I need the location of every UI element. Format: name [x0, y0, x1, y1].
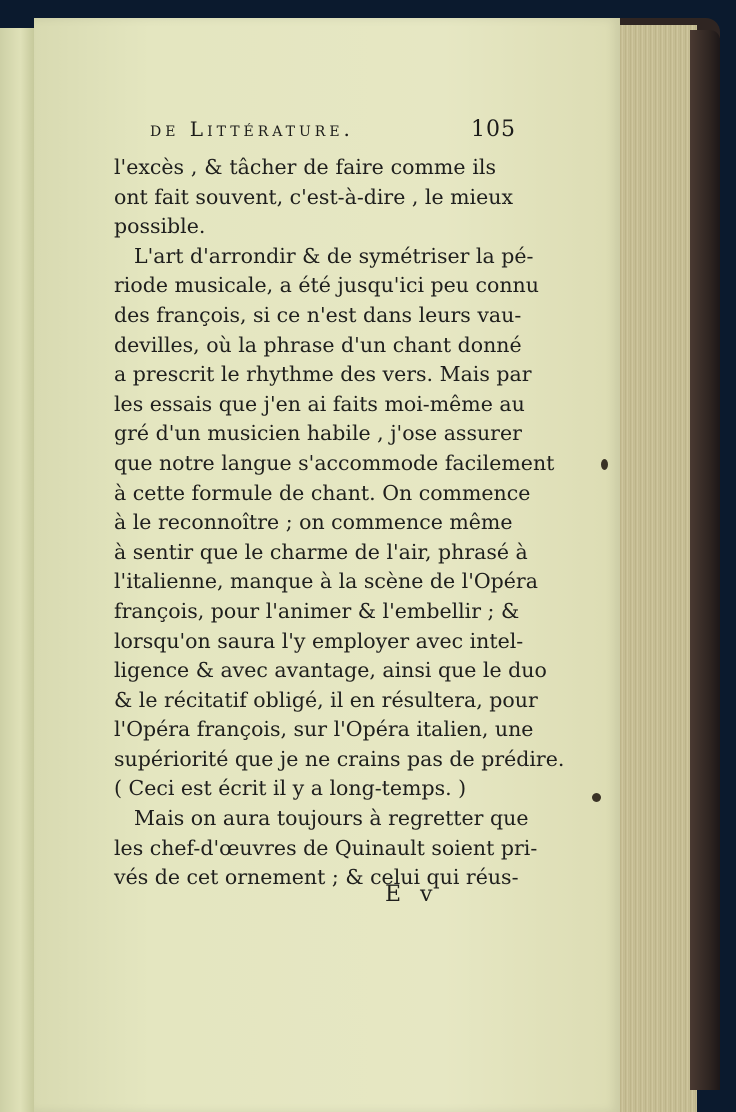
text-line: ont fait souvent, c'est-à-dire , le mieux	[114, 184, 514, 209]
text-line: à cette formule de chant. On commence	[114, 480, 531, 505]
text-line: & le récitatif obligé, il en résultera, pour	[114, 687, 538, 712]
text-line: que notre langue s'accommode facilement	[114, 450, 555, 475]
text-line: vés de cet ornement ; & celui qui réus-	[114, 865, 519, 890]
text-line: ( Ceci est écrit il y a long-temps. )	[114, 776, 467, 801]
text-line: l'excès , & tâcher de faire comme ils	[114, 155, 496, 179]
ink-speck	[592, 793, 601, 802]
text-line: riode musicale, a été jusqu'ici peu connu	[114, 273, 539, 298]
text-line: Mais on aura toujours à regretter que	[134, 806, 529, 831]
book-cover-edge	[690, 30, 720, 1090]
text-line: françois, pour l'animer & l'embellir ; &	[114, 598, 520, 623]
text-line: l'italienne, manque à la scène de l'Opéra	[114, 569, 538, 594]
text-line: à sentir que le charme de l'air, phrasé à	[114, 539, 528, 564]
running-head: de Littérature.	[150, 117, 354, 141]
text-line: ligence & avec avantage, ainsi que le duo	[114, 658, 547, 683]
body-text	[114, 153, 565, 893]
page-edges	[618, 25, 697, 1112]
text-line: l'Opéra françois, sur l'Opéra italien, une	[114, 717, 534, 742]
ink-speck	[601, 459, 608, 470]
text-line: supériorité que je ne crains pas de prédire.	[114, 746, 565, 771]
page-number: 105	[471, 117, 516, 142]
text-line: les essais que j'en ai faits moi-même au	[114, 391, 525, 416]
text-line: à le reconnoître ; on commence même	[114, 510, 513, 535]
text-line: a prescrit le rhythme des vers. Mais par	[114, 362, 532, 387]
text-line: des françois, si ce n'est dans leurs vau-	[114, 302, 522, 327]
page-header	[150, 117, 516, 151]
signature-mark: E v	[385, 882, 439, 907]
text-line: lorsqu'on saura l'y employer avec intel-	[114, 628, 524, 653]
text-line: L'art d'arrondir & de symétriser la pé-	[134, 243, 534, 268]
text-line: possible.	[114, 214, 206, 239]
text-line: devilles, où la phrase d'un chant donné	[114, 332, 522, 357]
left-page-edge	[0, 28, 35, 1112]
text-line: gré d'un musicien habile , j'ose assurer	[114, 421, 522, 446]
text-line: les chef-d'œuvres de Quinault soient pri-	[114, 835, 538, 860]
